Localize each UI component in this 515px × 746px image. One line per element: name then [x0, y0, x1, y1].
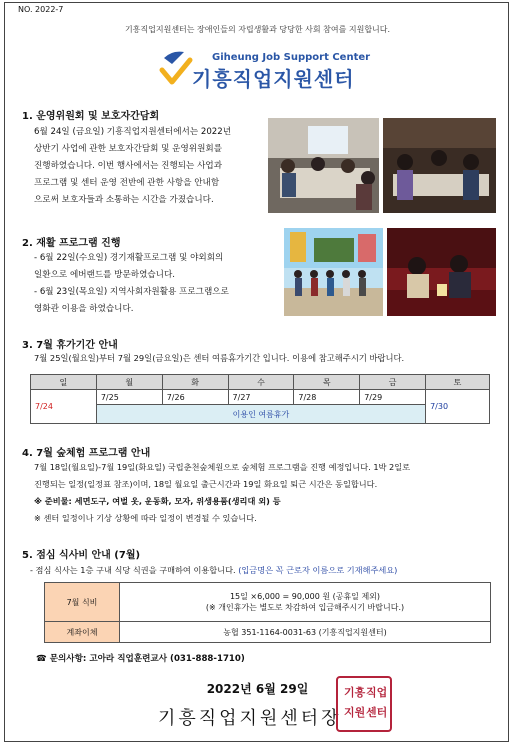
date-sun: 7/24	[31, 390, 97, 424]
photo-everland	[284, 228, 383, 316]
day-tue: 화	[162, 375, 228, 390]
vacation-calendar	[30, 374, 490, 424]
tagline: 기흥직업지원센터는 장애인들의 자립생활과 당당한 사회 참여를 지원합니다.	[124, 25, 391, 34]
center-director: 기흥직업지원센터장	[158, 708, 342, 729]
logo-english: Giheung Job Support Center	[212, 52, 371, 63]
photo-meeting-2	[383, 118, 496, 213]
logo-mark-icon	[158, 48, 194, 88]
section5-intro: - 점심 식사는 1층 구내 식당 식권을 구매하여 이용합니다. (입금명은 꼭 근로자 이름으로 기재해주세요)	[30, 565, 398, 575]
meal-fee-label: 7월 식비	[45, 583, 120, 622]
date-wed: 7/27	[228, 390, 294, 405]
day-fri: 금	[360, 375, 426, 390]
account-label: 계좌이체	[45, 622, 120, 643]
section2-body: - 6월 22일(수요일) 경기재활프로그램 및 야외회의 일환으로 에버랜드를 방문하였습니다. - 6월 23일(목요일) 지역사회자원활용 프로그램으로 영화관 이용을 하였습니다.	[34, 253, 229, 314]
section1-title: 1. 운영위원회 및 보호자간담회	[22, 111, 160, 122]
day-sun: 일	[31, 375, 97, 390]
day-wed: 수	[228, 375, 294, 390]
photo-cinema	[387, 228, 496, 316]
section4-body: 7월 18일(월요일)-7월 19일(화요일) 국립춘천숲체원으로 숲체험 프로그램을 진행 예정입니다. 1박 2일로 진행되는 일정(일정표 참조)이며, 18일 월요일 출근시간과 19일 화요일 퇴근 시간은 동일합니다. ※ 준비물: 세면도구, 여벌 옷, 운동화, 모자, 위생용품(생리대 외) 등 ※ 센터 일정이나 기상 상황에 따라 일정이 변경될 수 있습니다.	[34, 459, 504, 527]
section4-note-supplies: ※ 준비물: 세면도구, 여벌 옷, 운동화, 모자, 위생용품(생리대 외) 등	[34, 496, 281, 506]
section5-title: 5. 점심 식사비 안내 (7월)	[22, 550, 141, 561]
logo-korean: 기흥직업지원센터	[192, 67, 355, 91]
issue-date: 2022년 6월 29일	[206, 682, 309, 696]
meal-fee-value: 15일 ×6,000 = 90,000 원 (공휴일 제외) (※ 개인휴가는 별도로 차감하여 입금해주시기 바랍니다.)	[120, 583, 491, 622]
contact-info: ☎ 문의사항: 고아라 직업훈련교사 (031-888-1710)	[36, 654, 245, 664]
date-fri: 7/29	[360, 390, 426, 405]
date-sat: 7/30	[426, 390, 490, 424]
meal-fee-table	[44, 582, 491, 643]
section3-title: 3. 7월 휴가기간 안내	[22, 340, 118, 351]
section4-note-change: ※ 센터 일정이나 기상 상황에 따라 일정이 변경될 수 있습니다.	[34, 513, 257, 523]
date-thu: 7/28	[294, 390, 360, 405]
vacation-bar: 이용인 여름휴가	[96, 405, 425, 424]
day-mon: 월	[96, 375, 162, 390]
doc-number: NO. 2022-7	[18, 5, 64, 14]
date-mon: 7/25	[96, 390, 162, 405]
official-seal-icon: 기흥 직업 지원 센터	[336, 676, 392, 732]
day-sat: 토	[426, 375, 490, 390]
date-tue: 7/26	[162, 390, 228, 405]
section4-title: 4. 7월 숲체험 프로그램 안내	[22, 448, 151, 459]
section1-body: 6월 24일 (금요일) 기흥직업지원센터에서는 2022년 상반기 사업에 관한 보호자간담회 및 운영위원회를 진행하였습니다. 이번 행사에서는 진행되는 사업과 프로그램 및 센터 운영 전반에 관한 사항을 안내함 으로써 보호자들과 소통하는 시간을 가졌습니다.	[34, 127, 232, 205]
photo-meeting-1	[268, 118, 379, 213]
day-thu: 목	[294, 375, 360, 390]
section2-title: 2. 재활 프로그램 진행	[22, 238, 121, 249]
section3-body: 7월 25일(월요일)부터 7월 29일(금요일)은 센터 여름휴가기간 입니다. 이용에 참고해주시기 바랍니다.	[34, 353, 405, 363]
account-value: 농협 351-1164-0031-63 (기흥직업지원센터)	[120, 622, 491, 643]
